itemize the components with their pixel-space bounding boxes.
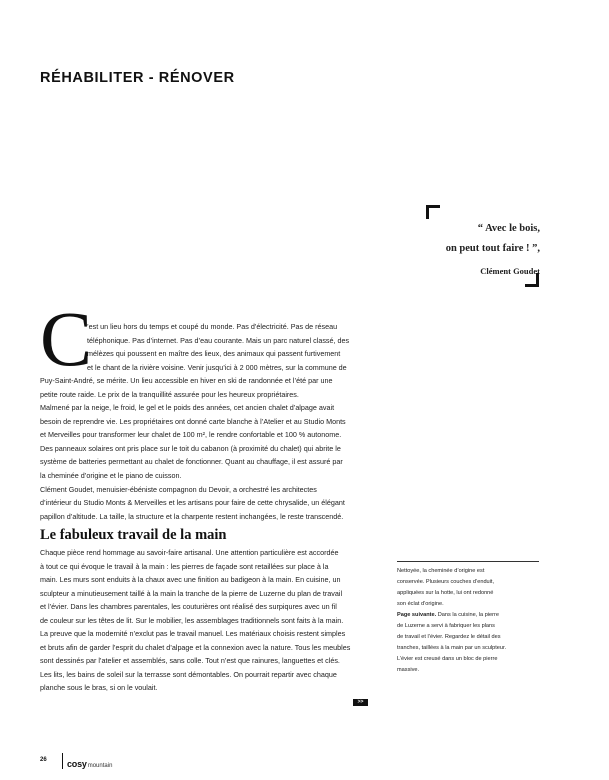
intro-paragraphs xyxy=(40,320,368,523)
text-line: et Merveilles pour transformer leur chalet de 100 m², le rendre confortable et 100 % autonome. xyxy=(40,430,342,440)
pull-quote-author: Clément Goudet xyxy=(480,266,540,276)
caption-line xyxy=(397,610,547,621)
caption-lead: Page suivante. xyxy=(397,612,437,618)
text-line: Clément Goudet, menuisier-ébéniste compagnon du Devoir, a orchestré les architectes xyxy=(40,484,317,494)
page-number: 26 xyxy=(40,757,47,763)
footer-divider xyxy=(62,753,63,769)
text-line: mélèzes qui poussent en maître des lieux, des animaux qui passent furtivement xyxy=(87,349,341,359)
caption-line: conservée. Plusieurs couches d’enduit, xyxy=(397,579,495,585)
text-line: Puy-Saint-André, se mérite. Un lieu accessible en hiver en ski de randonnée et l’été par une xyxy=(40,376,333,386)
text-line: La preuve que la modernité n’exclut pas le travail manuel. Les matériaux choisis restent simples xyxy=(40,629,346,639)
text-line: à tout ce qui évoque le travail à la main : les pierres de façade sont retaillées sur place à la xyxy=(40,561,329,571)
photo-caption xyxy=(397,566,547,676)
pull-quote-line-2: on peut tout faire ! ”, xyxy=(445,243,540,254)
continue-arrow-icon[interactable]: >> xyxy=(353,699,368,706)
text-line: et le chant de la rivière voisine. Venir jusqu’ici à 2 000 mètres, sur la commune de xyxy=(87,362,347,372)
section-title: RÉHABILITER - RÉNOVER xyxy=(40,70,235,86)
text-line: de couleur sur les têtes de lit. Sur le mobilier, les assemblages traditionnels sont faits à la main. xyxy=(40,615,344,625)
text-line: main. Les murs sont enduits à la chaux avec une finition au badigeon à la main. En cuisine, un xyxy=(40,575,341,585)
text-line: et bruts afin de garder l’esprit du chalet d’alpage et la connexion avec la nature. Tous les meubles xyxy=(40,642,351,652)
text-line: Les lits, les bains de soleil sur la terrasse sont démontables. On pourrait repartir avec chaque xyxy=(40,669,337,679)
drop-cap: C xyxy=(40,295,93,382)
caption-line: massive. xyxy=(397,667,420,673)
text-line: téléphonique. Pas d’internet. Pas d’eau courante. Mais un parc naturel classé, des xyxy=(87,335,350,345)
text-line: système de batteries permettant au chalet de fonctionner. Quant au chauffage, il est assuré par xyxy=(40,457,343,467)
caption-line: de Luzerne a servi à fabriquer les plans xyxy=(397,623,495,629)
caption-divider xyxy=(397,561,539,562)
caption-line: Nettoyée, la cheminée d’origine est xyxy=(397,568,485,574)
pull-quote-line-1: “ Avec le bois, xyxy=(477,223,540,234)
magazine-logo xyxy=(67,754,112,772)
text-line: planche sous le bras, si on le voulait. xyxy=(40,683,158,693)
caption-line: son éclat d’origine. xyxy=(397,601,444,607)
caption-line: appliquées sur la hotte, lui ont redonné xyxy=(397,590,494,596)
text-line: et l’évier. Dans les chambres parentales, les couturières ont réalisé des surpiqures avec un fil xyxy=(40,602,337,612)
text-line: petite route raide. Le prix de la tranquillité assurée pour les heureux propriétaires. xyxy=(40,389,299,399)
caption-line: de travail et l’évier. Regardez le détail des xyxy=(397,634,501,640)
brand-name: cosy xyxy=(67,759,87,769)
subheading: Le fabuleux travail de la main xyxy=(40,527,227,543)
text-line: la cheminée d’origine et le piano de cuisson. xyxy=(40,471,182,481)
text-line: d’intérieur du Studio Monts & Merveilles et les artisans pour faire de cette chrysalide, un élégant xyxy=(40,498,345,508)
brand-subtitle: mountain xyxy=(87,763,113,769)
text-line: sculpteur a minutieusement taillé à la main la tranche de la pierre de Luzerne du plan de travail xyxy=(40,588,343,598)
text-line: Des panneaux solaires ont pris place sur le toit du cabanon (à proximité du chalet) qui abrite le xyxy=(40,443,341,453)
text-line: besoin de reprendre vie. Les propriétaires ont donné carte blanche à l’Atelier et au Studio Monts xyxy=(40,416,346,426)
caption-line: tranches, taillées à la main par un sculpteur. xyxy=(397,645,507,651)
body-paragraph xyxy=(40,546,368,695)
pull-quote xyxy=(420,219,540,281)
caption-line: L’évier est creusé dans un bloc de pierre xyxy=(397,656,498,662)
text-line: sont dessinés par l’atelier et assemblés, sans colle. Tout n’est que rainures, languettes et clés. xyxy=(40,656,340,666)
text-line: papillon d’altitude. La taille, la structure et la charpente restent inchangées, le reste transcendé. xyxy=(40,511,344,521)
text-line: Malmené par la neige, le froid, le gel et le poids des années, cet ancien chalet d’alpage avait xyxy=(40,403,335,413)
text-line: ’est un lieu hors du temps et coupé du monde. Pas d’électricité. Pas de réseau xyxy=(87,322,338,331)
quote-bracket-top-left xyxy=(426,205,440,219)
text-line: Chaque pièce rend hommage au savoir-faire artisanal. Une attention particulière est accordée xyxy=(40,548,339,557)
caption-lead-rest: Dans la cuisine, la pierre xyxy=(436,612,499,618)
quote-bracket-bottom-right xyxy=(525,273,539,287)
